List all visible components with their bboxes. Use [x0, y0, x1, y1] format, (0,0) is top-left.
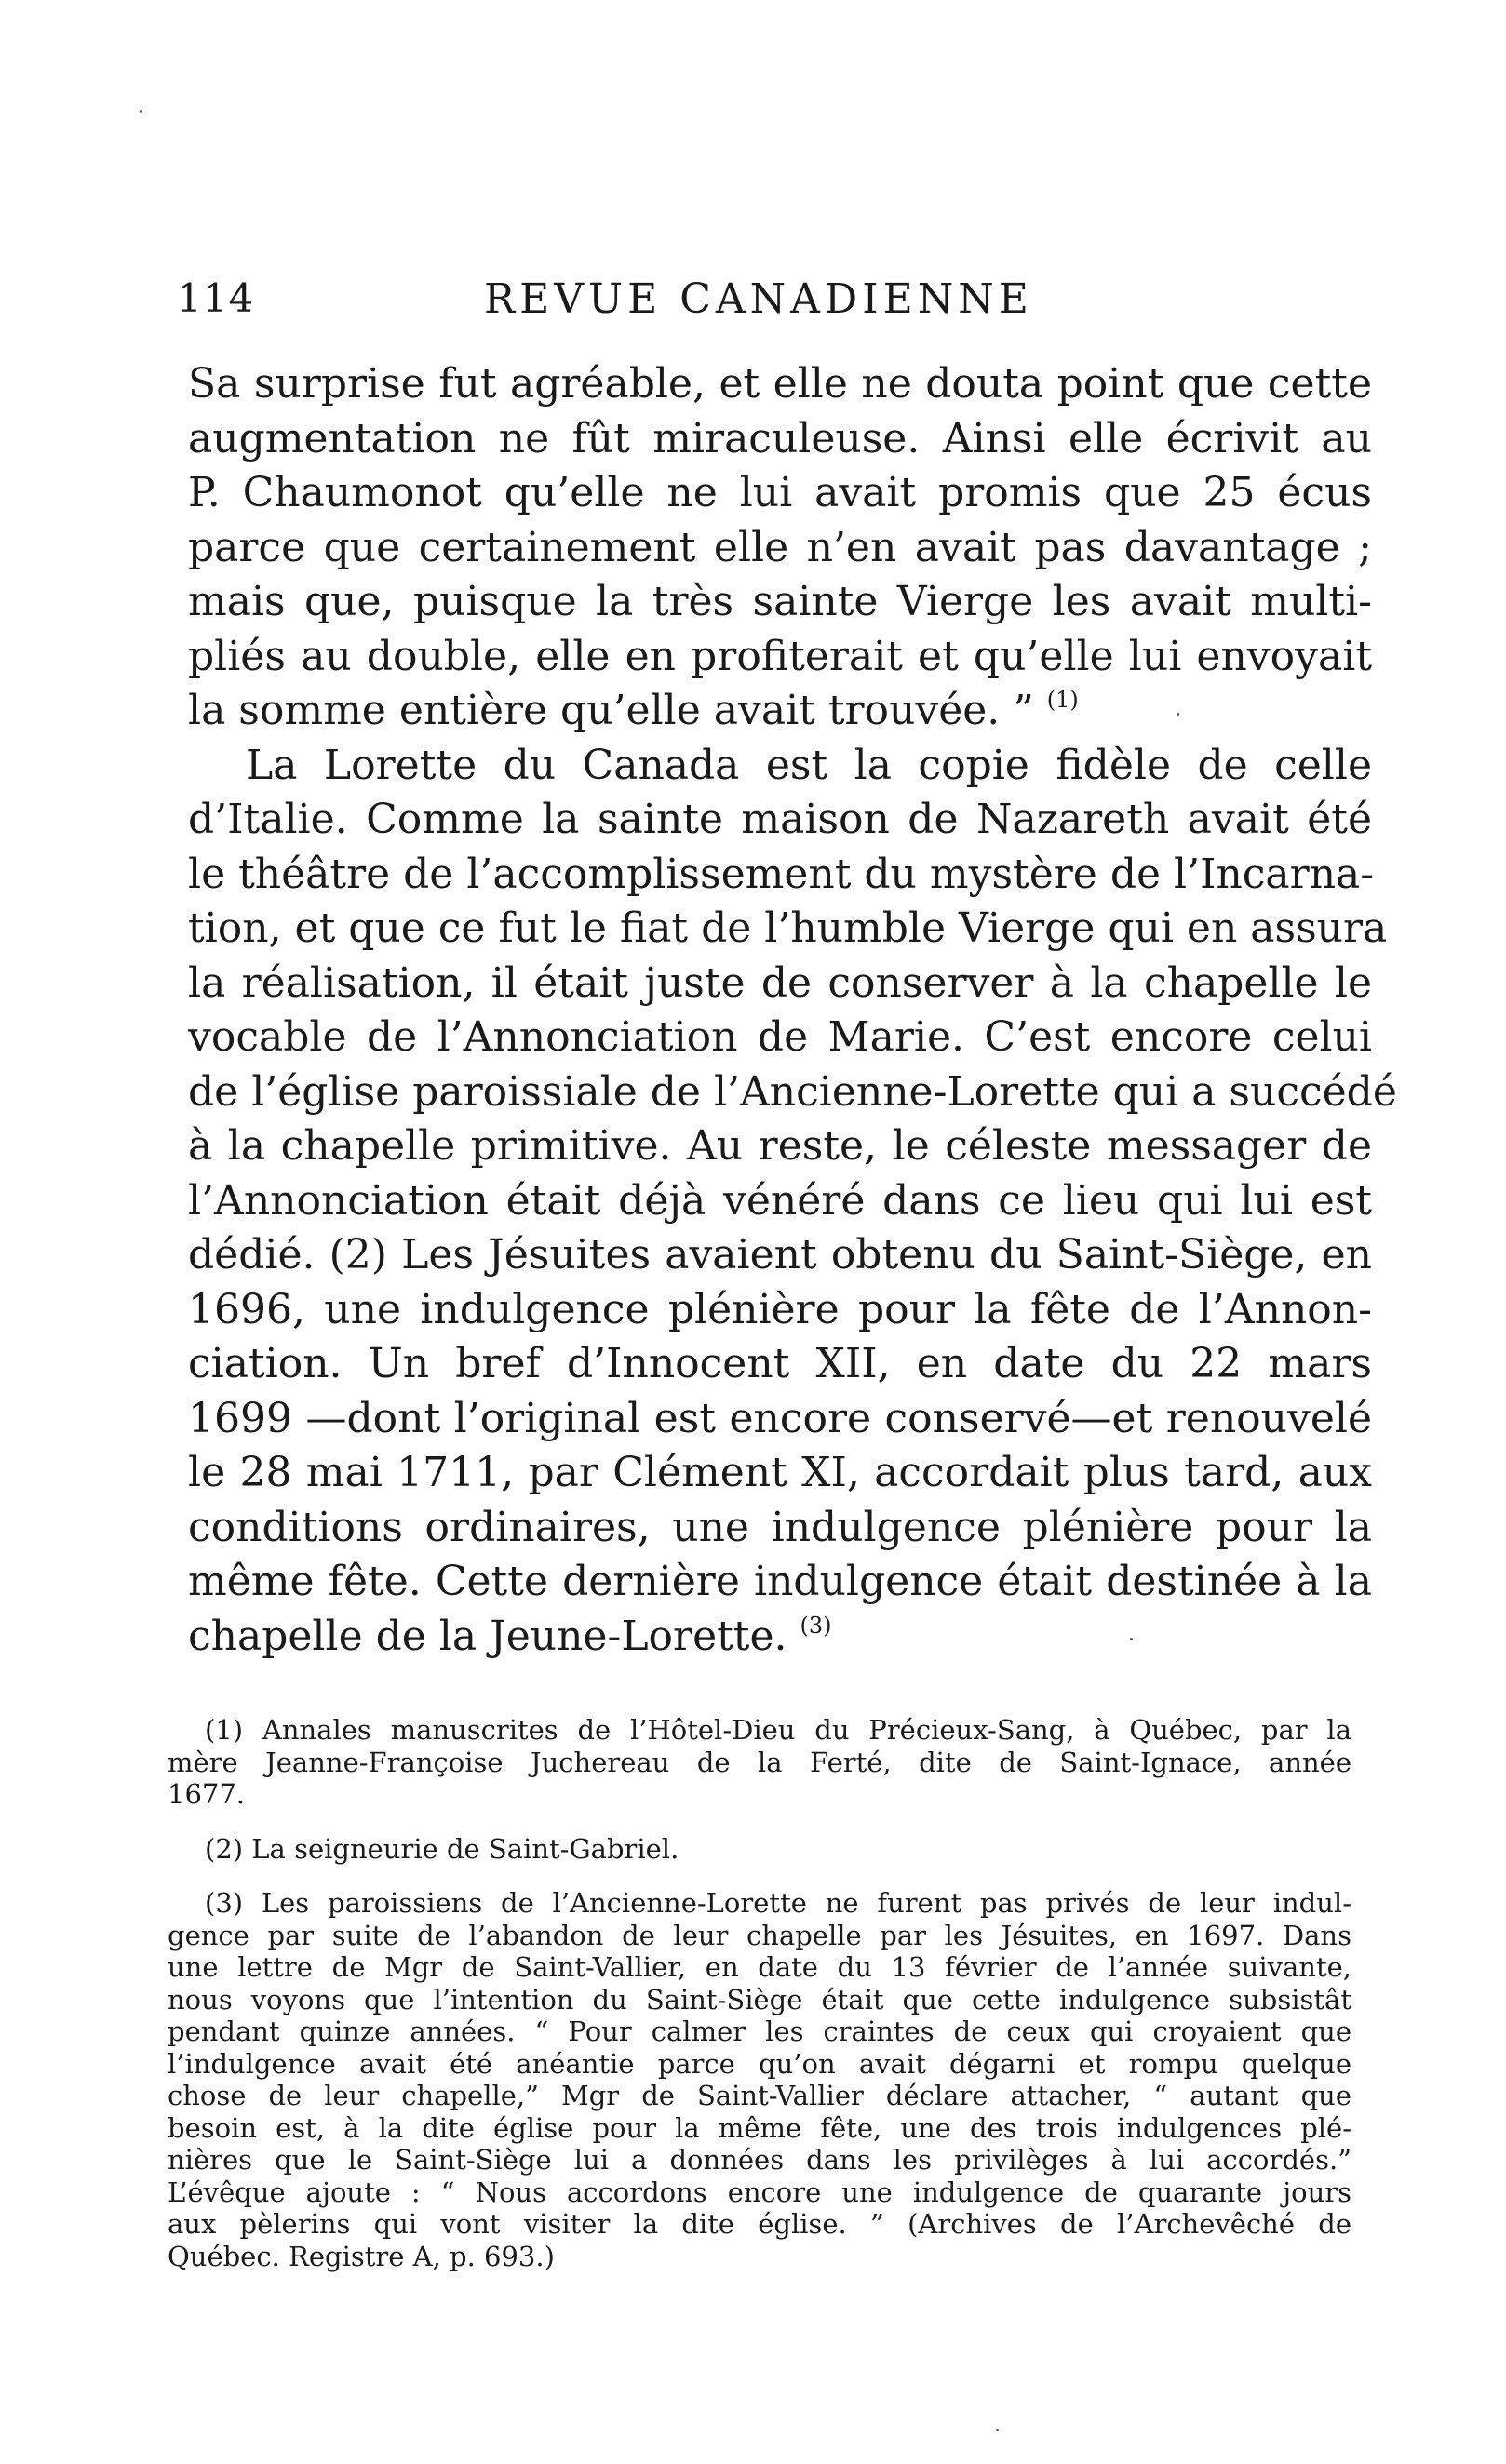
footnotes [168, 1714, 1351, 2295]
paper-speck [1177, 713, 1179, 716]
running-title: REVUE CANADIENNE [484, 275, 1033, 323]
text-line: l’Annonciation était déjà vénéré dans ce lieu qui lui est [188, 1176, 1372, 1225]
text-line: dédié. (2) Les Jésuites avaient obtenu du Saint-Siège, en [188, 1231, 1372, 1279]
text-line-content: chapelle de la Jeune-Lorette. [188, 1612, 787, 1660]
footnote-line: (1) Annales manuscrites de l’Hôtel-Dieu du Précieux-Sang, à Québec, par la [205, 1714, 1351, 1746]
text-line: conditions ordinaires, une indulgence plénière pour la [188, 1503, 1372, 1551]
text-line: le 28 mai 1711, par Clément XI, accordait plus tard, aux [188, 1449, 1372, 1496]
page-number: 114 [177, 275, 255, 321]
footnote-2 [168, 1833, 1351, 1866]
text-line: même fête. Cette dernière indulgence était destinée à la [188, 1558, 1372, 1605]
paper-speck [996, 2429, 999, 2431]
footnote-marker: (1) [1046, 687, 1079, 713]
main-text [188, 357, 1397, 1664]
footnote-line: Québec. Registre A, p. 693.) [168, 2240, 555, 2272]
text-line: mais que, puisque la très sainte Vierge les avait multi- [188, 578, 1372, 625]
text-line: augmentation ne fût miraculeuse. Ainsi elle écrivit au [188, 414, 1372, 462]
text-line: d’Italie. Comme la sainte maison de Nazareth avait été [188, 796, 1372, 843]
text-line: ciation. Un bref d’Innocent XII, en date du 22 mars [188, 1340, 1372, 1387]
text-line: Sa surprise fut agréable, et elle ne douta point que cette [188, 360, 1372, 408]
footnote-3 [168, 1887, 1351, 2272]
text-line-content: la somme entière qu’elle avait trouvée. ” [188, 687, 1034, 734]
footnote-line: (3) Les paroissiens de l’Ancienne-Lorette ne furent pas privés de leur indul- [205, 1887, 1351, 1919]
text-line: 1699 —dont l’original est encore conservé—et renouvelé [188, 1394, 1372, 1442]
footnote-line: aux pèlerins qui vont visiter la dite église. ” (Archives de l’Archevêché de [168, 2208, 1351, 2240]
text-line: vocable de l’Annonciation de Marie. C’est encore celui [188, 1013, 1372, 1061]
footnote-line: nières que le Saint-Siège lui a données dans les privilèges à lui accordés.” [168, 2144, 1351, 2176]
footnote-line: pendant quinze années. “ Pour calmer les craintes de ceux qui croyaient que [168, 2015, 1351, 2047]
footnote-line: besoin est, à la dite église pour la même fête, une des trois indulgences plé- [168, 2111, 1351, 2144]
text-line: La Lorette du Canada est la copie fidèle de celle [246, 741, 1372, 789]
footnote-1 [168, 1714, 1351, 1811]
footnote-line: l’indulgence avait été anéantie parce qu’on avait dégarni et rompu quelque [168, 2047, 1351, 2080]
text-line: de l’église paroissiale de l’Ancienne-Lorette qui a succédé [188, 1067, 1397, 1116]
footnote-line: mère Jeanne-Françoise Juchereau de la Ferté, dite de Saint-Ignace, année [168, 1746, 1351, 1778]
footnote-line: chose de leur chapelle,” Mgr de Saint-Vallier déclare attacher, “ autant que [168, 2080, 1351, 2111]
paragraph-2 [188, 739, 1397, 1665]
text-line [188, 1610, 1372, 1665]
text-line: tion, et que ce fut le fiat de l’humble Vierge qui en assura [188, 904, 1388, 952]
footnote-line: une lettre de Mgr de Saint-Vallier, en date du 13 février de l’année suivante, [168, 1951, 1351, 1983]
text-line: P. Chaumonot qu’elle ne lui avait promis que 25 écus [188, 469, 1372, 516]
text-line: la réalisation, il était juste de conserver à la chapelle le [188, 958, 1372, 1007]
text-line: pliés au double, elle en profiterait et qu’elle lui envoyait [188, 632, 1372, 680]
footnote-line: 1677. [168, 1778, 246, 1810]
text-line: parce que certainement elle n’en avait pas davantage ; [188, 523, 1372, 571]
paper-speck [140, 110, 142, 113]
footnote-marker: (3) [800, 1612, 832, 1639]
text-line: 1696, une indulgence plénière pour la fête de l’Annon- [188, 1285, 1372, 1333]
paper-speck [1130, 1638, 1133, 1640]
footnote-line: nous voyons que l’intention du Saint-Siège était que cette indulgence subsistât [168, 1983, 1351, 2015]
text-line: le théâtre de l’accomplissement du mystère de l’Incarna- [188, 850, 1375, 898]
footnote-line: (2) La seigneurie de Saint-Gabriel. [205, 1832, 679, 1865]
text-line [188, 684, 1372, 739]
footnote-line: L’évêque ajoute : “ Nous accordons encore une indulgence de quarante jours [168, 2176, 1351, 2208]
paragraph-1 [188, 357, 1372, 739]
text-line: à la chapelle primitive. Au reste, le céleste messager de [188, 1122, 1372, 1170]
footnote-line: gence par suite de l’abandon de leur chapelle par les Jésuites, en 1697. Dans [168, 1919, 1351, 1951]
page-header [177, 275, 1368, 331]
